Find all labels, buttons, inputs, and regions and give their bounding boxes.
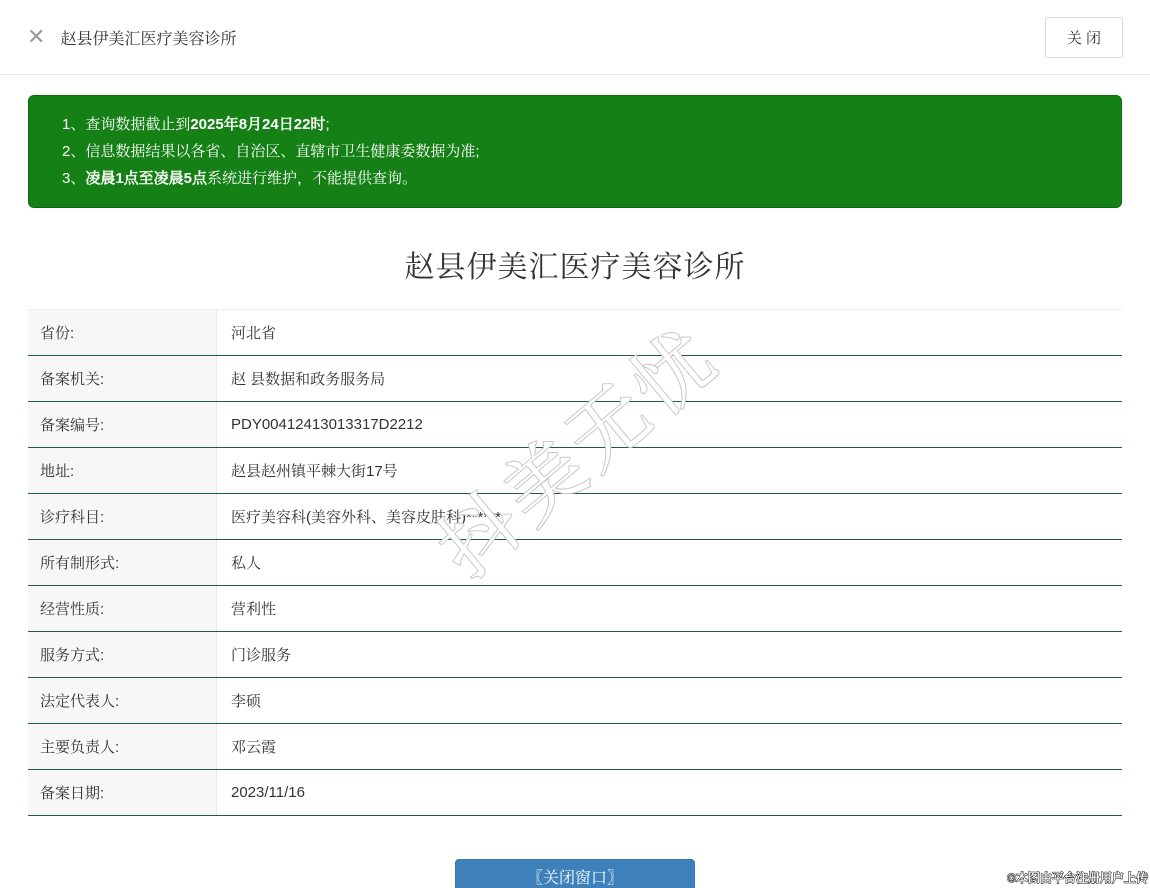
row-value: 邓云霞	[231, 739, 277, 756]
table-row-filing-date	[28, 770, 1122, 816]
row-label: 经营性质:	[28, 586, 217, 631]
row-value: PDY00412413013317D2212	[231, 416, 423, 433]
row-value: 门诊服务	[231, 647, 292, 664]
upload-credit-text: ©本图由平台注册用户上传	[1007, 871, 1148, 885]
row-label: 省份:	[28, 310, 217, 355]
row-value: 私人	[231, 555, 262, 572]
row-label: 法定代表人:	[28, 678, 217, 723]
row-label: 备案日期:	[28, 770, 217, 815]
close-window-button[interactable]: 〖关闭窗口〗	[455, 859, 695, 888]
table-row-business-nature	[28, 586, 1122, 632]
table-row-treatment-subjects	[28, 494, 1122, 540]
close-button[interactable]: 关 闭	[1045, 17, 1123, 58]
table-row-address	[28, 448, 1122, 494]
notice-banner	[28, 95, 1122, 208]
row-label: 所有制形式:	[28, 540, 217, 585]
row-value: 赵 县数据和政务服务局	[231, 371, 386, 388]
table-row-service-mode	[28, 632, 1122, 678]
table-row-province	[28, 310, 1122, 356]
table-row-ownership-form	[28, 540, 1122, 586]
row-label: 备案编号:	[28, 402, 217, 447]
table-row-legal-representative	[28, 678, 1122, 724]
row-value: 河北省	[231, 325, 277, 342]
table-row-filing-authority	[28, 356, 1122, 402]
row-label: 地址:	[28, 448, 217, 493]
row-label: 主要负责人:	[28, 724, 217, 769]
table-row-main-person-in-charge	[28, 724, 1122, 770]
record-table	[28, 309, 1122, 816]
close-x-icon[interactable]: ✕	[27, 24, 46, 49]
row-label: 诊疗科目:	[28, 494, 217, 539]
notice-line-3: 3、凌晨1点至凌晨5点系统进行维护，不能提供查询。	[62, 170, 418, 187]
row-label: 备案机关:	[28, 356, 217, 401]
row-value: 2023/11/16	[231, 784, 305, 801]
table-row-filing-number	[28, 402, 1122, 448]
row-value: 营利性	[231, 601, 277, 618]
notice-line-1: 1、查询数据截止到2025年8月24日22时;	[62, 116, 330, 133]
watermark-text: 抖美无忧	[421, 310, 736, 595]
row-value: 赵县赵州镇平棘大街17号	[231, 463, 398, 480]
window-titlebar	[0, 0, 1150, 75]
bottom-bar	[0, 859, 1150, 888]
window-title: 赵县伊美汇医疗美容诊所	[60, 30, 237, 48]
row-value: 医疗美容科(美容外科、美容皮肤科)******	[231, 509, 502, 526]
row-label: 服务方式:	[28, 632, 217, 677]
page-title: 赵县伊美汇医疗美容诊所	[404, 251, 746, 284]
row-value: 李硕	[231, 693, 262, 710]
notice-line-2: 2、信息数据结果以各省、自治区、直辖市卫生健康委数据为准;	[62, 143, 480, 160]
